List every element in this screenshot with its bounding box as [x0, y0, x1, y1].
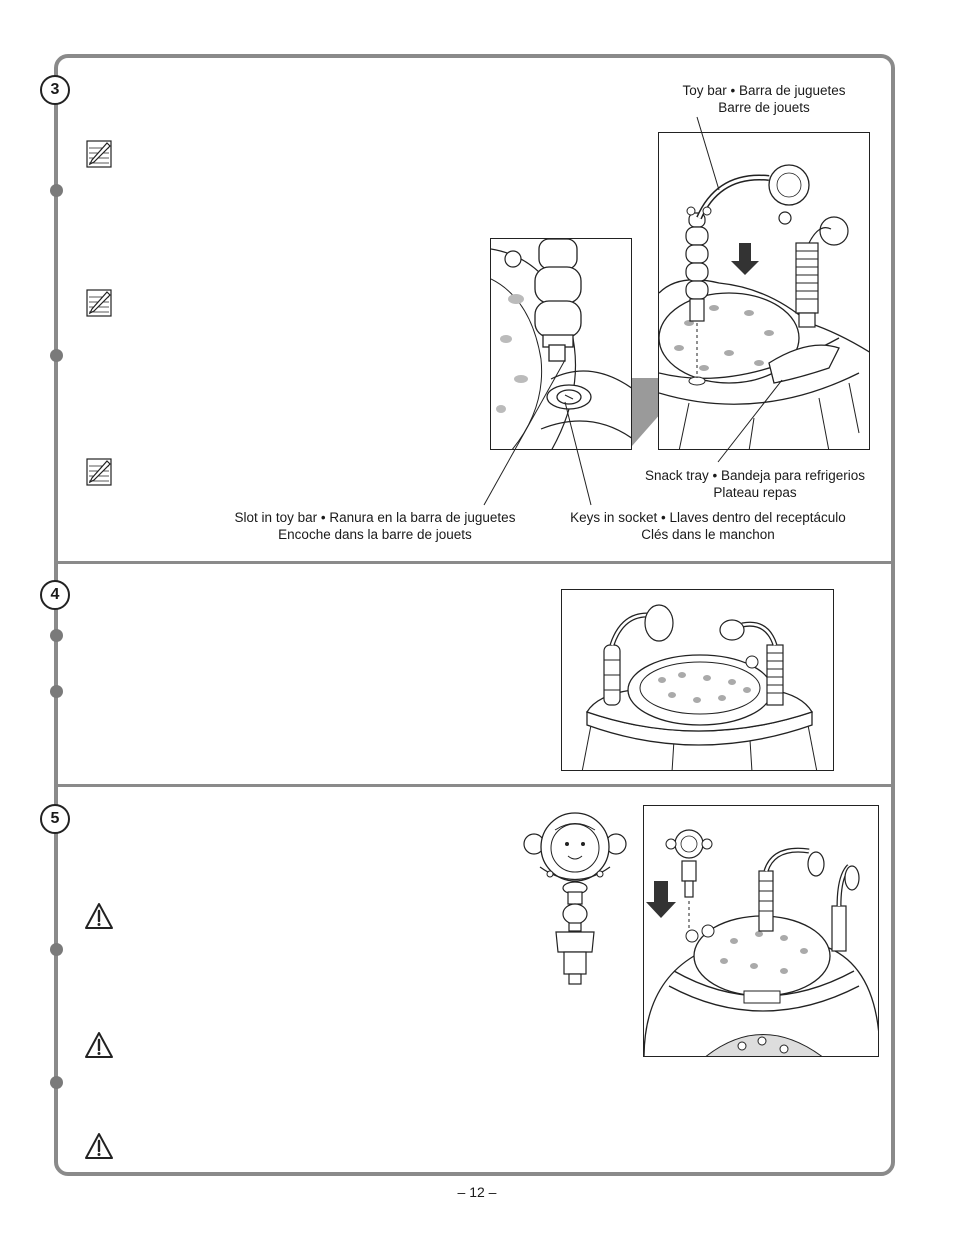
slot-callout-line1: Slot in toy bar • Ranura en la barra de juguetes: [234, 510, 516, 525]
snack-tray-callout-line1: Snack tray • Bandeja para refrigerios: [644, 468, 866, 483]
pencil-note-icon: [86, 289, 112, 322]
snack-tray-callout-line2: Plateau repas: [713, 485, 797, 500]
warning-triangle-icon: [84, 1031, 114, 1064]
step-number-3: 3: [40, 75, 70, 105]
keys-callout-line2: Clés dans le manchon: [641, 527, 775, 542]
toy-bar-callout: [664, 82, 864, 116]
toy-bar-callout-line1: Toy bar • Barra de juguetes: [682, 83, 846, 98]
warning-triangle-icon: [84, 902, 114, 935]
bullet-dot: [50, 184, 63, 197]
slot-callout-line2: Encoche dans la barre de jouets: [278, 527, 472, 542]
step-number-4: 4: [40, 580, 70, 610]
bullet-dot: [50, 685, 63, 698]
toy-bar-callout-line2: Barre de jouets: [718, 100, 810, 115]
step-number-5: 5: [40, 804, 70, 834]
assembled-toy-bars-illustration: [561, 589, 834, 771]
pencil-note-icon: [86, 458, 112, 491]
section-divider: [57, 784, 893, 787]
bullet-dot: [50, 349, 63, 362]
bullet-dot: [50, 1076, 63, 1089]
keys-callout-line1: Keys in socket • Llaves dentro del receptáculo: [570, 510, 846, 525]
bullet-dot: [50, 943, 63, 956]
monkey-toy-attach-illustration: [643, 805, 879, 1057]
warning-triangle-icon: [84, 1132, 114, 1165]
snack-tray-callout: [632, 467, 878, 501]
section-divider: [57, 561, 893, 564]
monkey-toy-illustration: [520, 812, 630, 992]
slot-detail-illustration: [490, 238, 632, 450]
slot-callout: [220, 509, 530, 543]
page-number: – 12 –: [457, 1184, 497, 1200]
pencil-note-icon: [86, 140, 112, 173]
keys-callout: [556, 509, 860, 543]
toy-bar-attach-illustration: [658, 132, 870, 450]
bullet-dot: [50, 629, 63, 642]
